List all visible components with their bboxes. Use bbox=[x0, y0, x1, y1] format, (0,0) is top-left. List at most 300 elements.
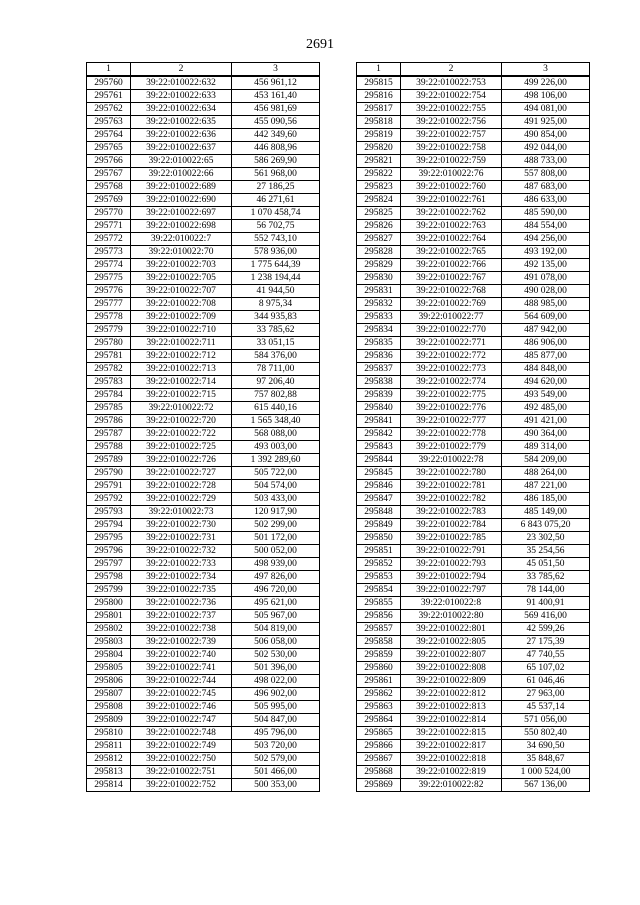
cadastral-value: 6 843 075,20 bbox=[502, 519, 590, 532]
table-row bbox=[357, 636, 590, 649]
cadastral-value: 578 936,00 bbox=[232, 246, 320, 259]
cadastral-value: 47 740,55 bbox=[502, 649, 590, 662]
cadastral-number: 39:22:010022:705 bbox=[131, 272, 232, 285]
table-row bbox=[87, 610, 320, 623]
row-number: 295784 bbox=[87, 389, 131, 402]
row-number: 295832 bbox=[357, 298, 401, 311]
row-number: 295848 bbox=[357, 506, 401, 519]
table-row bbox=[87, 233, 320, 246]
cadastral-number: 39:22:010022:708 bbox=[131, 298, 232, 311]
cadastral-number: 39:22:010022:797 bbox=[401, 584, 502, 597]
cadastral-number: 39:22:010022:738 bbox=[131, 623, 232, 636]
cadastral-value: 120 917,90 bbox=[232, 506, 320, 519]
row-number: 295837 bbox=[357, 363, 401, 376]
table-row bbox=[87, 142, 320, 155]
row-number: 295867 bbox=[357, 753, 401, 766]
cadastral-number: 39:22:010022:728 bbox=[131, 480, 232, 493]
table-row bbox=[357, 246, 590, 259]
row-number: 295771 bbox=[87, 220, 131, 233]
cadastral-number: 39:22:010022:698 bbox=[131, 220, 232, 233]
cadastral-value: 486 185,00 bbox=[502, 493, 590, 506]
table-row bbox=[357, 506, 590, 519]
row-number: 295760 bbox=[87, 76, 131, 90]
cadastral-number: 39:22:010022:777 bbox=[401, 415, 502, 428]
table-row bbox=[357, 311, 590, 324]
table-row bbox=[357, 441, 590, 454]
row-number: 295800 bbox=[87, 597, 131, 610]
row-number: 295780 bbox=[87, 337, 131, 350]
row-number: 295828 bbox=[357, 246, 401, 259]
row-number: 295762 bbox=[87, 103, 131, 116]
cadastral-value: 1 070 458,74 bbox=[232, 207, 320, 220]
row-number: 295787 bbox=[87, 428, 131, 441]
row-number: 295851 bbox=[357, 545, 401, 558]
row-number: 295792 bbox=[87, 493, 131, 506]
cadastral-number: 39:22:010022:759 bbox=[401, 155, 502, 168]
cadastral-value: 1 392 289,60 bbox=[232, 454, 320, 467]
row-number: 295806 bbox=[87, 675, 131, 688]
row-number: 295839 bbox=[357, 389, 401, 402]
table-row bbox=[357, 181, 590, 194]
cadastral-value: 494 081,00 bbox=[502, 103, 590, 116]
cadastral-value: 561 968,00 bbox=[232, 168, 320, 181]
cadastral-number: 39:22:010022:776 bbox=[401, 402, 502, 415]
row-number: 295830 bbox=[357, 272, 401, 285]
table-row bbox=[87, 285, 320, 298]
cadastral-number: 39:22:010022:814 bbox=[401, 714, 502, 727]
table-row bbox=[87, 688, 320, 701]
table-row bbox=[87, 402, 320, 415]
cadastral-number: 39:22:010022:758 bbox=[401, 142, 502, 155]
table-row bbox=[87, 636, 320, 649]
table-row bbox=[87, 454, 320, 467]
cadastral-value: 505 995,00 bbox=[232, 701, 320, 714]
cadastral-number: 39:22:010022:805 bbox=[401, 636, 502, 649]
row-number: 295841 bbox=[357, 415, 401, 428]
cadastral-number: 39:22:010022:697 bbox=[131, 207, 232, 220]
table-row bbox=[357, 610, 590, 623]
table-row bbox=[87, 701, 320, 714]
row-number: 295864 bbox=[357, 714, 401, 727]
cadastral-value: 56 702,75 bbox=[232, 220, 320, 233]
table-row bbox=[357, 753, 590, 766]
cadastral-number: 39:22:010022:80 bbox=[401, 610, 502, 623]
table-row bbox=[357, 272, 590, 285]
row-number: 295838 bbox=[357, 376, 401, 389]
table-row bbox=[87, 779, 320, 792]
row-number: 295829 bbox=[357, 259, 401, 272]
cadastral-number: 39:22:010022:748 bbox=[131, 727, 232, 740]
table-row bbox=[357, 493, 590, 506]
column-header-2: 2 bbox=[131, 63, 232, 77]
cadastral-value: 42 599,26 bbox=[502, 623, 590, 636]
table-row bbox=[87, 311, 320, 324]
cadastral-number: 39:22:010022:775 bbox=[401, 389, 502, 402]
cadastral-value: 504 819,00 bbox=[232, 623, 320, 636]
cadastral-number: 39:22:010022:736 bbox=[131, 597, 232, 610]
table-row bbox=[357, 428, 590, 441]
table-row bbox=[87, 129, 320, 142]
cadastral-value: 456 961,12 bbox=[232, 76, 320, 90]
right-table bbox=[356, 62, 590, 792]
cadastral-value: 493 192,00 bbox=[502, 246, 590, 259]
row-number: 295840 bbox=[357, 402, 401, 415]
row-number: 295814 bbox=[87, 779, 131, 792]
cadastral-value: 1 238 194,44 bbox=[232, 272, 320, 285]
table-row bbox=[87, 597, 320, 610]
cadastral-value: 569 416,00 bbox=[502, 610, 590, 623]
cadastral-value: 584 376,00 bbox=[232, 350, 320, 363]
cadastral-value: 41 944,50 bbox=[232, 285, 320, 298]
cadastral-value: 484 848,00 bbox=[502, 363, 590, 376]
cadastral-value: 1 565 348,40 bbox=[232, 415, 320, 428]
row-number: 295809 bbox=[87, 714, 131, 727]
cadastral-value: 1 775 644,39 bbox=[232, 259, 320, 272]
table-row bbox=[357, 337, 590, 350]
row-number: 295781 bbox=[87, 350, 131, 363]
table-row bbox=[357, 467, 590, 480]
cadastral-number: 39:22:010022:778 bbox=[401, 428, 502, 441]
cadastral-number: 39:22:010022:712 bbox=[131, 350, 232, 363]
cadastral-number: 39:22:010022:741 bbox=[131, 662, 232, 675]
row-number: 295819 bbox=[357, 129, 401, 142]
cadastral-number: 39:22:010022:751 bbox=[131, 766, 232, 779]
row-number: 295772 bbox=[87, 233, 131, 246]
table-row bbox=[87, 389, 320, 402]
row-number: 295821 bbox=[357, 155, 401, 168]
table-row bbox=[357, 779, 590, 792]
cadastral-number: 39:22:010022:772 bbox=[401, 350, 502, 363]
cadastral-number: 39:22:010022:715 bbox=[131, 389, 232, 402]
cadastral-number: 39:22:010022:76 bbox=[401, 168, 502, 181]
row-number: 295860 bbox=[357, 662, 401, 675]
cadastral-value: 492 135,00 bbox=[502, 259, 590, 272]
table-row bbox=[87, 584, 320, 597]
cadastral-value: 586 269,90 bbox=[232, 155, 320, 168]
table-row bbox=[357, 350, 590, 363]
cadastral-number: 39:22:010022:729 bbox=[131, 493, 232, 506]
row-number: 295865 bbox=[357, 727, 401, 740]
cadastral-value: 501 172,00 bbox=[232, 532, 320, 545]
row-number: 295822 bbox=[357, 168, 401, 181]
cadastral-number: 39:22:010022:744 bbox=[131, 675, 232, 688]
cadastral-value: 489 314,00 bbox=[502, 441, 590, 454]
table-row bbox=[87, 324, 320, 337]
cadastral-value: 492 485,00 bbox=[502, 402, 590, 415]
cadastral-number: 39:22:010022:813 bbox=[401, 701, 502, 714]
row-number: 295763 bbox=[87, 116, 131, 129]
cadastral-value: 498 939,00 bbox=[232, 558, 320, 571]
cadastral-number: 39:22:010022:7 bbox=[131, 233, 232, 246]
row-number: 295866 bbox=[357, 740, 401, 753]
cadastral-value: 61 046,46 bbox=[502, 675, 590, 688]
cadastral-number: 39:22:010022:781 bbox=[401, 480, 502, 493]
cadastral-number: 39:22:010022:769 bbox=[401, 298, 502, 311]
cadastral-value: 501 396,00 bbox=[232, 662, 320, 675]
cadastral-value: 502 530,00 bbox=[232, 649, 320, 662]
table-row bbox=[357, 233, 590, 246]
row-number: 295789 bbox=[87, 454, 131, 467]
cadastral-number: 39:22:010022:762 bbox=[401, 207, 502, 220]
table-row bbox=[87, 90, 320, 103]
cadastral-value: 550 802,40 bbox=[502, 727, 590, 740]
cadastral-number: 39:22:010022:801 bbox=[401, 623, 502, 636]
cadastral-value: 493 003,00 bbox=[232, 441, 320, 454]
cadastral-value: 27 175,39 bbox=[502, 636, 590, 649]
table-row bbox=[357, 207, 590, 220]
cadastral-number: 39:22:010022:709 bbox=[131, 311, 232, 324]
cadastral-value: 487 221,00 bbox=[502, 480, 590, 493]
cadastral-number: 39:22:010022:725 bbox=[131, 441, 232, 454]
table-row bbox=[87, 103, 320, 116]
table-row bbox=[87, 168, 320, 181]
table-row bbox=[357, 532, 590, 545]
row-number: 295844 bbox=[357, 454, 401, 467]
row-number: 295777 bbox=[87, 298, 131, 311]
table-row bbox=[357, 415, 590, 428]
row-number: 295862 bbox=[357, 688, 401, 701]
table-row bbox=[87, 272, 320, 285]
table-row bbox=[357, 116, 590, 129]
cadastral-value: 502 299,00 bbox=[232, 519, 320, 532]
cadastral-number: 39:22:010022:733 bbox=[131, 558, 232, 571]
cadastral-number: 39:22:010022:818 bbox=[401, 753, 502, 766]
cadastral-number: 39:22:010022:703 bbox=[131, 259, 232, 272]
cadastral-value: 485 590,00 bbox=[502, 207, 590, 220]
table-row bbox=[87, 220, 320, 233]
cadastral-value: 485 877,00 bbox=[502, 350, 590, 363]
cadastral-value: 456 981,69 bbox=[232, 103, 320, 116]
row-number: 295815 bbox=[357, 76, 401, 90]
row-number: 295775 bbox=[87, 272, 131, 285]
cadastral-number: 39:22:010022:714 bbox=[131, 376, 232, 389]
cadastral-value: 27 963,00 bbox=[502, 688, 590, 701]
cadastral-number: 39:22:010022:760 bbox=[401, 181, 502, 194]
cadastral-number: 39:22:010022:78 bbox=[401, 454, 502, 467]
cadastral-value: 500 353,00 bbox=[232, 779, 320, 792]
cadastral-value: 487 942,00 bbox=[502, 324, 590, 337]
table-row bbox=[87, 415, 320, 428]
cadastral-number: 39:22:010022:783 bbox=[401, 506, 502, 519]
cadastral-number: 39:22:010022:749 bbox=[131, 740, 232, 753]
cadastral-number: 39:22:010022:766 bbox=[401, 259, 502, 272]
table-row bbox=[87, 675, 320, 688]
table-row bbox=[87, 766, 320, 779]
cadastral-value: 506 058,00 bbox=[232, 636, 320, 649]
cadastral-value: 505 967,00 bbox=[232, 610, 320, 623]
cadastral-number: 39:22:010022:637 bbox=[131, 142, 232, 155]
cadastral-value: 500 052,00 bbox=[232, 545, 320, 558]
cadastral-number: 39:22:010022:771 bbox=[401, 337, 502, 350]
cadastral-number: 39:22:010022:726 bbox=[131, 454, 232, 467]
row-number: 295779 bbox=[87, 324, 131, 337]
cadastral-number: 39:22:010022:752 bbox=[131, 779, 232, 792]
column-header-1: 1 bbox=[357, 63, 401, 77]
row-number: 295803 bbox=[87, 636, 131, 649]
table-row bbox=[87, 623, 320, 636]
row-number: 295858 bbox=[357, 636, 401, 649]
row-number: 295770 bbox=[87, 207, 131, 220]
row-number: 295827 bbox=[357, 233, 401, 246]
cadastral-value: 65 107,02 bbox=[502, 662, 590, 675]
row-number: 295761 bbox=[87, 90, 131, 103]
cadastral-number: 39:22:010022:774 bbox=[401, 376, 502, 389]
table-row bbox=[87, 467, 320, 480]
cadastral-value: 504 847,00 bbox=[232, 714, 320, 727]
table-row bbox=[87, 740, 320, 753]
row-number: 295786 bbox=[87, 415, 131, 428]
cadastral-value: 35 848,67 bbox=[502, 753, 590, 766]
cadastral-number: 39:22:010022:815 bbox=[401, 727, 502, 740]
row-number: 295810 bbox=[87, 727, 131, 740]
cadastral-value: 496 902,00 bbox=[232, 688, 320, 701]
row-number: 295767 bbox=[87, 168, 131, 181]
row-number: 295799 bbox=[87, 584, 131, 597]
table-row bbox=[87, 571, 320, 584]
row-number: 295790 bbox=[87, 467, 131, 480]
cadastral-number: 39:22:010022:768 bbox=[401, 285, 502, 298]
cadastral-value: 502 579,00 bbox=[232, 753, 320, 766]
cadastral-value: 564 609,00 bbox=[502, 311, 590, 324]
cadastral-number: 39:22:010022:754 bbox=[401, 90, 502, 103]
cadastral-number: 39:22:010022:722 bbox=[131, 428, 232, 441]
table-row bbox=[87, 428, 320, 441]
row-number: 295854 bbox=[357, 584, 401, 597]
row-number: 295836 bbox=[357, 350, 401, 363]
row-number: 295805 bbox=[87, 662, 131, 675]
cadastral-number: 39:22:010022:750 bbox=[131, 753, 232, 766]
cadastral-value: 557 808,00 bbox=[502, 168, 590, 181]
cadastral-number: 39:22:010022:779 bbox=[401, 441, 502, 454]
cadastral-value: 46 271,61 bbox=[232, 194, 320, 207]
cadastral-number: 39:22:010022:713 bbox=[131, 363, 232, 376]
cadastral-value: 503 720,00 bbox=[232, 740, 320, 753]
table-row bbox=[87, 532, 320, 545]
row-number: 295768 bbox=[87, 181, 131, 194]
cadastral-number: 39:22:010022:756 bbox=[401, 116, 502, 129]
row-number: 295783 bbox=[87, 376, 131, 389]
row-number: 295813 bbox=[87, 766, 131, 779]
table-row bbox=[87, 194, 320, 207]
cadastral-value: 484 554,00 bbox=[502, 220, 590, 233]
cadastral-value: 33 785,62 bbox=[502, 571, 590, 584]
cadastral-value: 501 466,00 bbox=[232, 766, 320, 779]
cadastral-number: 39:22:010022:711 bbox=[131, 337, 232, 350]
cadastral-value: 494 256,00 bbox=[502, 233, 590, 246]
cadastral-number: 39:22:010022:764 bbox=[401, 233, 502, 246]
table-row bbox=[87, 350, 320, 363]
cadastral-value: 498 022,00 bbox=[232, 675, 320, 688]
cadastral-number: 39:22:010022:812 bbox=[401, 688, 502, 701]
table-row bbox=[87, 155, 320, 168]
cadastral-value: 493 549,00 bbox=[502, 389, 590, 402]
cadastral-number: 39:22:010022:773 bbox=[401, 363, 502, 376]
cadastral-number: 39:22:010022:782 bbox=[401, 493, 502, 506]
table-row bbox=[87, 76, 320, 90]
cadastral-value: 495 621,00 bbox=[232, 597, 320, 610]
cadastral-number: 39:22:010022:66 bbox=[131, 168, 232, 181]
cadastral-number: 39:22:010022:710 bbox=[131, 324, 232, 337]
cadastral-value: 23 302,50 bbox=[502, 532, 590, 545]
table-row bbox=[357, 76, 590, 90]
table-row bbox=[357, 688, 590, 701]
table-row bbox=[87, 727, 320, 740]
cadastral-value: 97 206,40 bbox=[232, 376, 320, 389]
cadastral-value: 78 711,00 bbox=[232, 363, 320, 376]
row-number: 295853 bbox=[357, 571, 401, 584]
row-number: 295852 bbox=[357, 558, 401, 571]
cadastral-value: 446 808,96 bbox=[232, 142, 320, 155]
row-number: 295817 bbox=[357, 103, 401, 116]
row-number: 295802 bbox=[87, 623, 131, 636]
row-number: 295833 bbox=[357, 311, 401, 324]
row-number: 295769 bbox=[87, 194, 131, 207]
table-row bbox=[87, 649, 320, 662]
cadastral-value: 455 090,56 bbox=[232, 116, 320, 129]
row-number: 295801 bbox=[87, 610, 131, 623]
cadastral-number: 39:22:010022:734 bbox=[131, 571, 232, 584]
cadastral-number: 39:22:010022:77 bbox=[401, 311, 502, 324]
row-number: 295808 bbox=[87, 701, 131, 714]
cadastral-number: 39:22:010022:634 bbox=[131, 103, 232, 116]
cadastral-value: 33 785,62 bbox=[232, 324, 320, 337]
row-number: 295811 bbox=[87, 740, 131, 753]
row-number: 295869 bbox=[357, 779, 401, 792]
cadastral-number: 39:22:010022:739 bbox=[131, 636, 232, 649]
column-header-2: 2 bbox=[401, 63, 502, 77]
cadastral-number: 39:22:010022:784 bbox=[401, 519, 502, 532]
row-number: 295855 bbox=[357, 597, 401, 610]
row-number: 295797 bbox=[87, 558, 131, 571]
cadastral-number: 39:22:010022:753 bbox=[401, 76, 502, 90]
table-row bbox=[357, 701, 590, 714]
table-row bbox=[87, 298, 320, 311]
row-number: 295816 bbox=[357, 90, 401, 103]
cadastral-number: 39:22:010022:745 bbox=[131, 688, 232, 701]
table-row bbox=[357, 402, 590, 415]
cadastral-number: 39:22:010022:780 bbox=[401, 467, 502, 480]
cadastral-value: 8 975,34 bbox=[232, 298, 320, 311]
table-row bbox=[87, 714, 320, 727]
cadastral-value: 491 078,00 bbox=[502, 272, 590, 285]
cadastral-value: 568 088,00 bbox=[232, 428, 320, 441]
cadastral-value: 615 440,16 bbox=[232, 402, 320, 415]
table-row bbox=[357, 662, 590, 675]
row-number: 295847 bbox=[357, 493, 401, 506]
column-header-3: 3 bbox=[502, 63, 590, 77]
cadastral-number: 39:22:010022:632 bbox=[131, 76, 232, 90]
cadastral-value: 27 186,25 bbox=[232, 181, 320, 194]
cadastral-number: 39:22:010022:740 bbox=[131, 649, 232, 662]
row-number: 295823 bbox=[357, 181, 401, 194]
table-row bbox=[87, 116, 320, 129]
table-row bbox=[87, 558, 320, 571]
row-number: 295846 bbox=[357, 480, 401, 493]
row-number: 295825 bbox=[357, 207, 401, 220]
row-number: 295831 bbox=[357, 285, 401, 298]
cadastral-number: 39:22:010022:770 bbox=[401, 324, 502, 337]
table-row bbox=[357, 584, 590, 597]
page-number: 2691 bbox=[306, 37, 334, 52]
row-number: 295845 bbox=[357, 467, 401, 480]
cadastral-number: 39:22:010022:809 bbox=[401, 675, 502, 688]
cadastral-value: 490 028,00 bbox=[502, 285, 590, 298]
cadastral-number: 39:22:010022:82 bbox=[401, 779, 502, 792]
cadastral-value: 584 209,00 bbox=[502, 454, 590, 467]
cadastral-number: 39:22:010022:808 bbox=[401, 662, 502, 675]
table-row bbox=[357, 545, 590, 558]
cadastral-value: 485 149,00 bbox=[502, 506, 590, 519]
